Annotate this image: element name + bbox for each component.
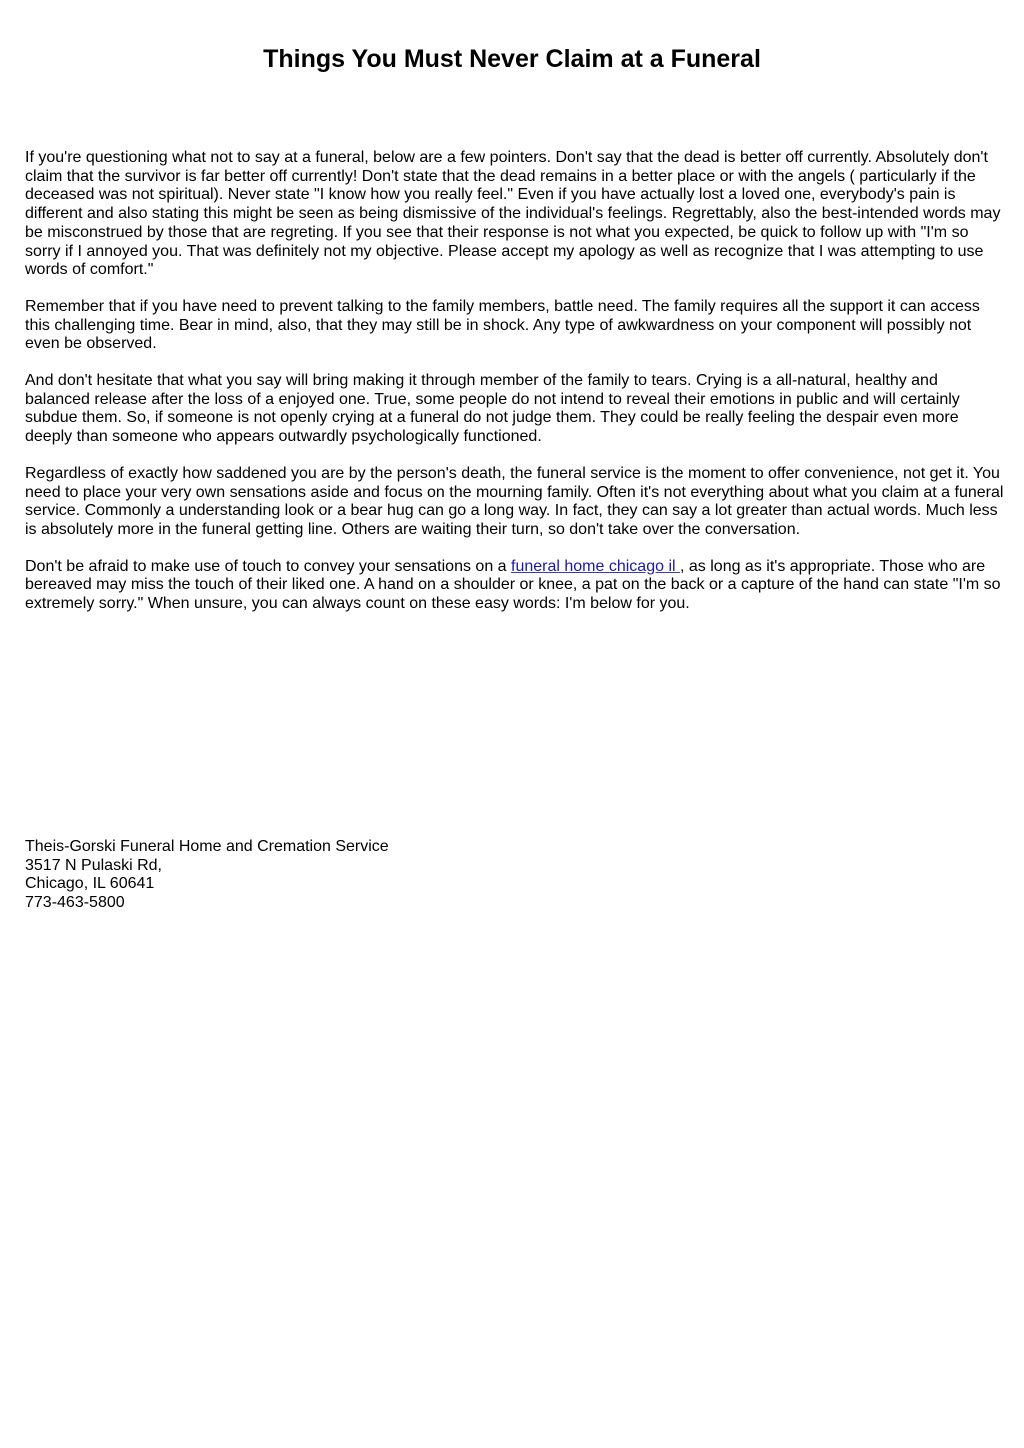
article-body (25, 149, 1005, 632)
city-state-zip: Chicago, IL 60641 (25, 875, 155, 893)
paragraph-5-after-link: , as long as it's appropriate. Those who are bereaved may miss the touch of their liked one. A hand on a shoulder or knee, a pat on the back or a capture of the hand can state "I'm so extremely sorry." When unsure, you can always count on these easy words: I'm below for you. (25, 557, 1001, 613)
phone-number: 773-463-5800 (25, 894, 125, 912)
paragraph-5-before-link: Don't be afraid to make use of touch to convey your sensations on a (25, 557, 512, 575)
funeral-home-link[interactable]: funeral home chicago il (511, 557, 680, 575)
street-address: 3517 N Pulaski Rd, (25, 856, 162, 874)
paragraph-1: If you're questioning what not to say at a funeral, below are a few pointers. Don't say that the dead is better off currently. Absolutely don't claim that the survivor is far better off currently! Don't state that the dead remains in a better place or with the angels ( particularly if the deceased was not spiritual). Never state "I know how you really feel." Even if you have actually lost a loved one, everybody's pain is different and also stating this might be seen as being dismissive of the individual's feelings. Regrettably, also the best-intended words may be misconstrued by those that are regreting. If you see that their response is not what you expected, be quick to follow up with "I'm so sorry if I annoyed you. That was definitely not my objective. Please accept my apology as well as recognize that I was attempting to use words of comfort." (25, 149, 1001, 279)
business-name: Theis-Gorski Funeral Home and Cremation Service (25, 838, 389, 855)
paragraph-5 (25, 558, 1005, 614)
paragraph-2: Remember that if you have need to prevent talking to the family members, battle need. The family requires all the support it can access this challenging time. Bear in mind, also, that they may still be in shock. Any type of awkwardness on your component will possibly not even be observed. (25, 297, 980, 353)
page-title: Things You Must Never Claim at a Funeral (263, 45, 761, 73)
paragraph-4: Regardless of exactly how saddened you are by the person's death, the funeral service is the moment to offer convenience, not get it. You need to place your very own sensations aside and focus on the mourning family. Often it's not everything about what you claim at a funeral service. Commonly a understanding look or a bear hug can go a long way. In fact, they can say a lot greater than actual words. Much less is absolutely more in the funeral getting line. Others are waiting their turn, so don't take over the conversation. (25, 464, 1004, 538)
paragraph-3: And don't hesitate that what you say will bring making it through member of the family to tears. Crying is a all-natural, healthy and balanced release after the loss of a enjoyed one. True, some people do not intend to reveal their emotions in public and will certainly subdue them. So, if someone is not openly crying at a funeral do not judge them. They could be really feeling the despair even more deeply than someone who appears outwardly psychologically functioned. (25, 372, 960, 446)
address-block (25, 838, 625, 913)
